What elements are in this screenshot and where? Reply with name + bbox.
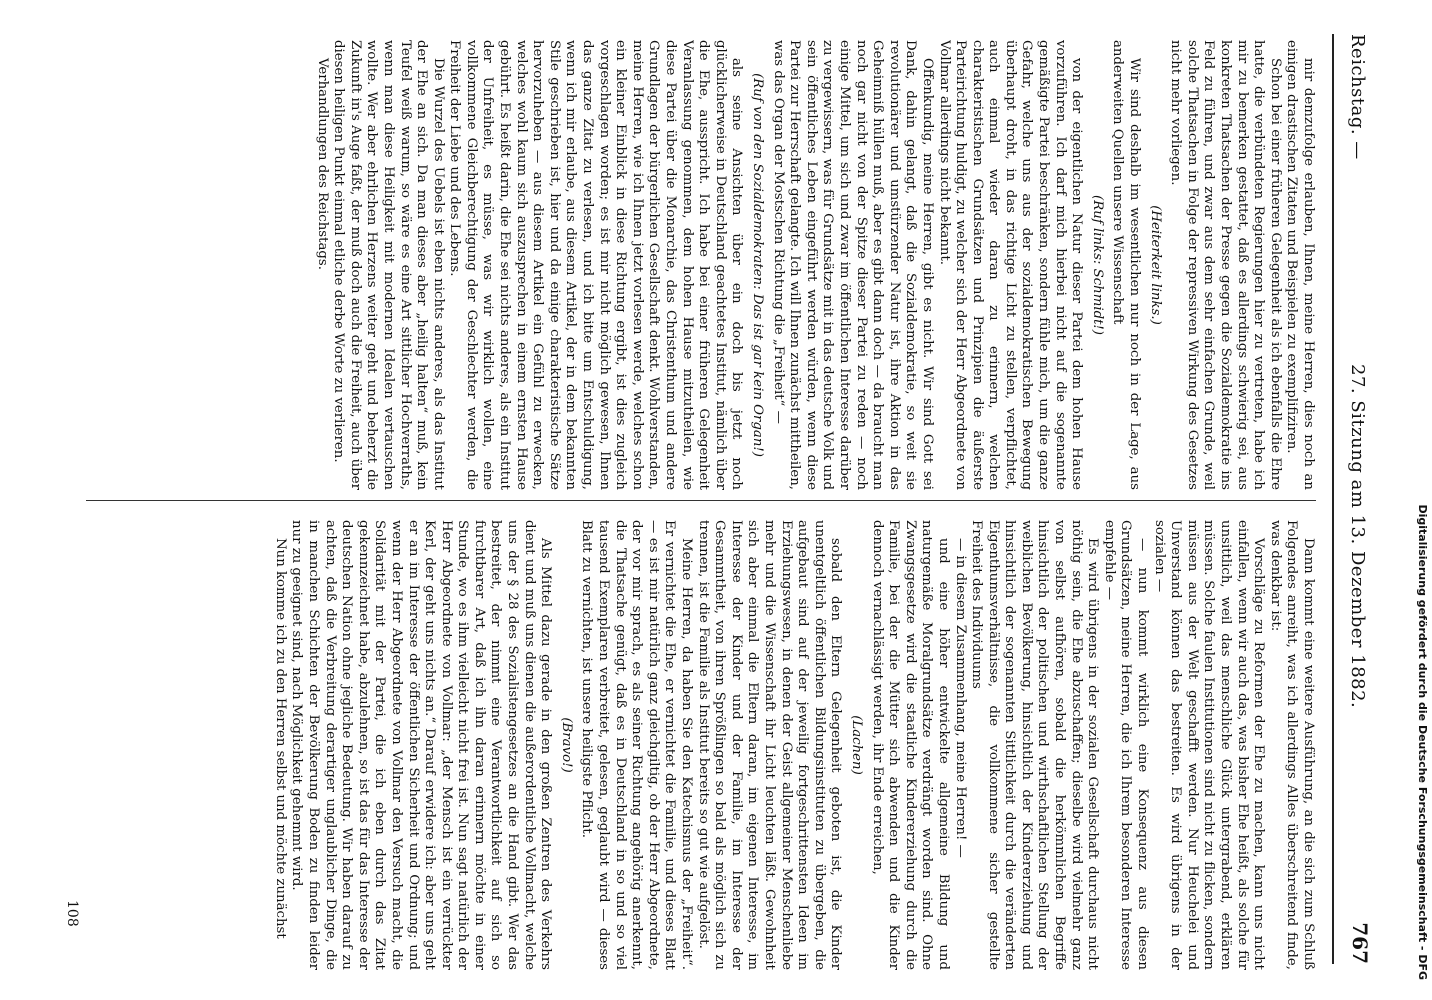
dfg-credit: Digitalisierung gefördert durch die Deutsche Forschungsgemeinschaft - DFG	[1416, 504, 1429, 980]
paragraph: Vorschläge zu Reformen der Ehe zu machen, kann uns nicht einfallen, wenn wir auch das, was bisher Ehe heißt, als solche für unsittlich, weil das menschliche Glück untergrabend, erklären müssen. Solche faulen Institutionen sind nicht zu flicken, sondern müssen aus der Welt geschafft werden. Nur Heuchelei und Unverstand können das bestreiten. Es wird übrigens in der sozialen —	[1151, 520, 1267, 970]
interjection: (Lachen)	[848, 715, 864, 775]
header-session-date: 27. Sitzung am 13. Dezember 1882.	[1347, 364, 1368, 709]
paragraph: — in diesem Zusammenhang, meine Herren! —	[952, 538, 968, 858]
interjection: (Ruf von den Sozialdemokraten: Das ist gar kein Organ!)	[750, 73, 765, 457]
paragraph: Als Mittel dazu gerade in den großen Zentren des Verkehrs dient und muß uns dienen die außerordentliche Vollmacht, welche uns der § 28 des Sozialistengesetzes an die Hand gibt. Wer das bestreitet, der nimmt eine Verantwortlichkeit auf sich so furchtbarer Art, daß ich ihn daran erinnern möchte in einer Stunde, wo es ihm vielleicht nicht frei ist. Nun sagt natürlich der Herr Abgeordnete von Vollmar: „der Mensch ist ein verrückter Kerl, der geht uns nichts an.“ Darauf erwidere ich: aber uns geht er an im Interesse der öffentlichen Sicherheit und Ordnung; und wenn der Herr Abgeordnete von Vollmar den Versuch macht, die Solidarität mit der Partei, die ich eben durch das Zitat gekennzeichnet habe, abzulehnen, so ist das für das Interesse der deutschen Nation ohne jegliche Bedeutung. Wir haben darauf zu achten, daß die Verbreitung derartiger unglaublicher Dinge, die in manchen Schichten der Bevölkerung Boden zu finden leider nur zu geeignet sind, nach Möglichkeit gehemmt wird.	[289, 520, 554, 970]
paragraph: Nun komme ich zu den Herren selbst und möchte zunächst	[272, 538, 288, 939]
page-header	[1336, 34, 1376, 964]
paragraph: Wir sind deshalb im wesentlichen nur noch in der Lage, aus anderweiten Quellen unsere Wissenschaft	[1110, 40, 1143, 490]
paragraph: mir demzufolge erlauben, Ihnen, meine Herren, dies noch an einigen drastischen Zitaten und Beispielen zu exemplifiziren.	[1284, 40, 1316, 490]
paragraph: Die Wurzel des Uebels ist eben nichts anderes, als das Institut der Ehe an sich. Da man dieses aber „heilig halten“ muß, kein Teufel weiß warum, so wäre es eine Art sittlicher Hochverraths, wenn man diese Heiligkeit mit modernen Idealen vertauschen wollte. Wer aber ehrlichen Herzens weiter geht und beherzt die Zukunft in's Auge faßt, der muß doch auch die Freiheit, auch über diesen heiligen Punkt einmal etliche derbe Worte zu verlieren.	[331, 40, 446, 490]
right-column	[86, 520, 1316, 970]
paragraph: Verhandlungen des Reichstags.	[314, 58, 330, 270]
column-divider	[86, 500, 1316, 501]
interjection: (Bravo!)	[558, 717, 574, 773]
paragraph: und eine höher entwickelte allgemeine Bildung und naturgemäße Moralgrundsätze verdrängt worden sind. Ohne Zwangsgesetze wird die staatliche Kindererziehung durch die Familie, bei der die Mütter sich abwenden und die Kinder dennoch vernachlässigt werden, ihr Ende erreichen,	[869, 520, 951, 970]
paragraph: Offenkundig, meine Herren, gibt es nicht. Wir sind Gott sei Dank, dahin gelangt, daß die Sozialdemokratie, so weit sie revolutionärer und umstürzender Natur ist, ihre Aktion in das Geheimniß hüllen muß, aber es gibt dann doch — da braucht man noch gar nicht von der Spitze dieser Partei zu reden — noch einige Mittel, um sich und zwar im öffentlichen Interesse darüber zu vergewissern, was für Grundsätze mit in das deutsche Volk und sein öffentliches Leben eingeführt werden würden, wenn diese Partei zur Herrschaft gelangte. Ich will Ihnen zunächst mittheilen, was das Organ der Mostschen Richtung die „Freiheit“ —	[770, 40, 935, 490]
paragraph: als seine Ansichten über ein doch bis jetzt noch glücklicherweise in Deutschland geachtetes Institut, nämlich über die Ehe, ausspricht. Ich habe bei einer früheren Gelegenheit Veranlassung genommen, dem hohen Hause mitzutheilen, wie diese Partei über die Monarchie, das Christenthum und andere Grundlagen der bürgerlichen Gesellschaft denkt. Wohlverstanden, meine Herren, wie ich Ihnen jetzt vorlesen werde, welches schon ein kleiner Einblick in diese Richtung ergibt, ist dies zugleich vorgeschlagen worden; es ist mir nicht möglich gewesen, Ihnen das ganze Zitat zu verlesen, und ich bitte um Entschuldigung, wenn ich mir erlaube, aus diesem Artikel, der in dem bekannten Stile geschrieben ist, hier und da einige charakteristische Sätze hervorzuheben — aus diesem Artikel ein Gefühl zu erwecken, welches wohl kaum sich auszusprechen in einem ernsten Hause gebührt. Es heißt darin, die Ehe sei nichts anderes, als ein Institut der Unfreiheit, es müsse, was wir wirklich wollen, eine vollkommene Gleichberechtigung der Geschlechter werden, die Freiheit der Liebe und des Lebens.	[447, 40, 745, 490]
paragraph: Dann kommt eine weitere Ausführung, an die sich zum Schluß Folgendes anreiht, was ich allerdings Alles überschreitend finde, was denkbar ist:	[1267, 520, 1316, 970]
paragraph: sobald den Eltern Gelegenheit geboten ist, die Kinder unentgeltlich öffentlichen Bildungsinstituten zu übergeben, die aufgebaut sind auf der jeweilig fortgeschrittensten Ideen im Erziehungswesen, in denen der Geist allgemeiner Menschenliebe mehr und die Wissenschaft ihr Licht leuchten läßt. Gewohnheit sich aber einmal die Eltern daran, im eigenen Interesse, im Interesse der Kinder und der Familie, im Interesse der Gesammtheit, von ihren Sprößlingen so bald als möglich sich zu trennen, ist die Familie als Institut bereits so gut wie aufgelöst.	[695, 520, 844, 970]
header-rule	[1332, 34, 1334, 964]
interjection: (Heiterkeit links.)	[1147, 205, 1163, 325]
paragraph: Meine Herren, da haben Sie den Katechismus der „Freiheit“. Er vernichtet die Ehe, er vernichtet die Familie, und dieses Blatt — es ist mir natürlich ganz gleichgiltig, ob der Herr Abgeordnete, der vor mir sprach, es als seiner Richtung angehörig anerkennt, die Thatsache genügt, daß es in Deutschland in so und so viel tausend Exemplaren verbreitet, gelesen, geglaubt wird — dieses Blatt zu vernichten, ist unsere heiligste Pflicht.	[579, 520, 695, 970]
paragraph: von der eigentlichen Natur dieser Partei dem hohen Hause vorzuführen. Ich darf mich hierbei nicht auf die sogenannte gemäßigte Partei beschränken, sondern fühle mich, um die ganze Gefahr, welche uns aus der sozialdemokratischen Bewegung überhaupt droht, in das richtige Licht zu stellen, verpflichtet, auch einmal wieder daran zu erinnern, welchen charakteristischen Grundsätzen und Prinzipien die äußerste Parteirichtung huldigt, zu welcher sich der Herr Abgeordnete von Vollmar allerdings nicht bekannt.	[936, 40, 1085, 490]
paragraph: Schon bei einer früheren Gelegenheit als ich ebenfalls die Ehre hatte, die verbündeten Regierungen hier zu vertreten, habe ich mir zu bemerken gestattet, daß es allerdings schwierig sei, aus konkreten Thatsachen der Presse gegen die Sozialdemokratie ins Feld zu führen, und zwar aus dem sehr einfachen Grunde, weil solche Thatsachen in Folge der repressiven Wirkung des Gesetzes nicht mehr vorliegen.	[1168, 40, 1283, 490]
header-reichstag: Reichstag. —	[1347, 34, 1368, 160]
dfg-sidebar	[1412, 0, 1432, 1000]
header-page-number: 767	[1348, 922, 1372, 964]
paragraph: — nun kommt wirklich eine Konsequenz aus diesen Grundsätzen, meine Herren, die ich Ihrem besonderen Interesse empfehle —	[1101, 520, 1151, 970]
interjection: (Ruf links: Schmidt!)	[1089, 195, 1105, 335]
signature-number: 108	[64, 900, 80, 927]
left-column	[86, 40, 1316, 490]
paragraph: Es wird übrigens in der sozialen Gesellschaft durchaus nicht nöthig sein, die Ehe abzuschaffen; dieselbe wird vielmehr ganz von selbst aufhören, sobald die herkömmlichen Begriffe hinsichtlich der politischen und wirthschaftlichen Stellung der weiblichen Bevölkerung, hinsichtlich der Kindererziehung und hinsichtlich der sogenannten Sittlichkeit durch die veränderten Eigenthumsverhältnisse, die vollkommene sicher gestellte Freiheit des Individuums	[969, 520, 1101, 970]
